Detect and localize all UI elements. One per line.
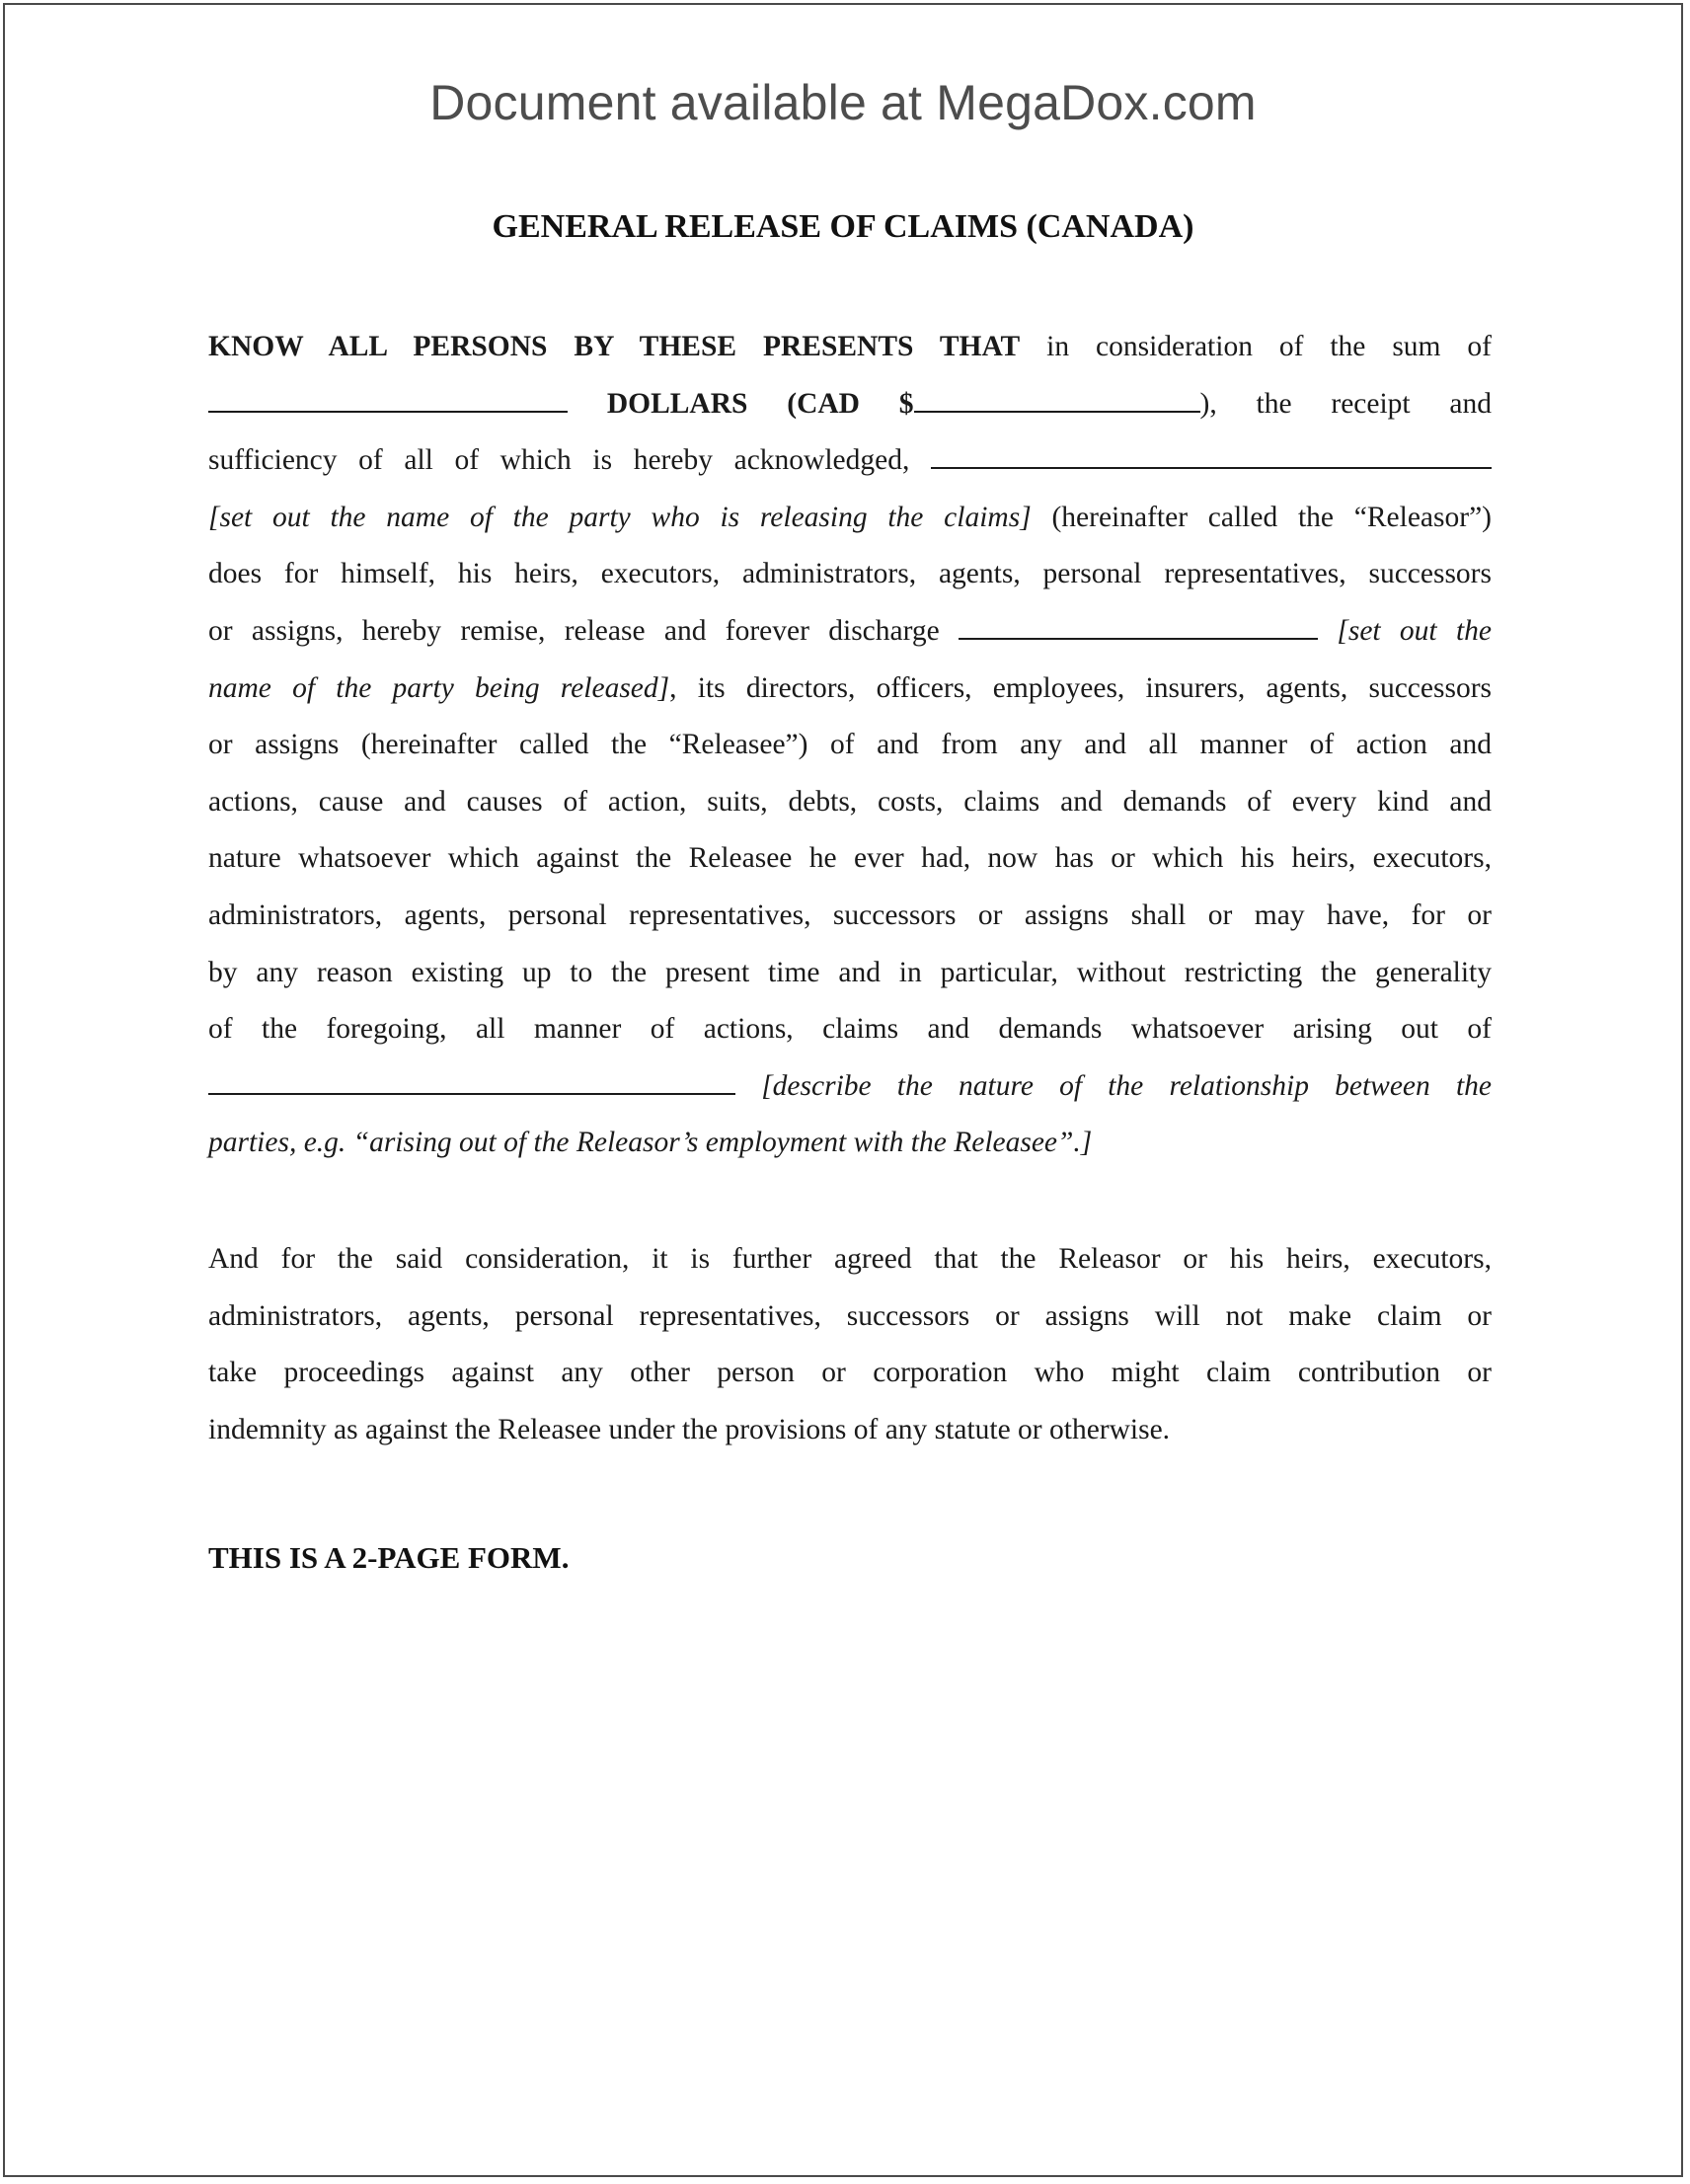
- line-text: sufficiency of all of which is hereby acknowledged,: [208, 444, 910, 477]
- instruction-text: [describe the nature of the relationship between the: [761, 1069, 1492, 1102]
- paragraph-line: [208, 490, 1492, 547]
- watermark-text: Document available at MegaDox.com: [429, 75, 1257, 130]
- instruction-text: [set out the: [1337, 614, 1492, 647]
- instruction-text: name of the party being released]: [208, 671, 670, 704]
- line-text: or assigns, hereby remise, release and forever discharge: [208, 614, 940, 647]
- indemnity-paragraph: [208, 1231, 1492, 1458]
- page-count-note: THIS IS A 2-PAGE FORM.: [208, 1540, 570, 1575]
- paragraph-line: [208, 319, 1492, 376]
- paragraph-line: [208, 1115, 1492, 1172]
- relationship-blank[interactable]: [208, 1071, 735, 1095]
- paragraph-line: [208, 603, 1492, 661]
- line-text: (hereinafter called the “Releasor”): [1051, 501, 1492, 533]
- paragraph-line: nature whatsoever which against the Releasee he ever had, now has or which his heirs, executors,: [208, 842, 1492, 875]
- paragraph-line: [208, 376, 1492, 433]
- cad-label: (CAD $: [787, 387, 914, 420]
- paragraph-line: of the foregoing, all manner of actions, claims and demands whatsoever arising out of: [208, 1013, 1492, 1046]
- releasor-name-blank[interactable]: [931, 445, 1492, 469]
- paragraph-line: by any reason existing up to the present time and in particular, without restricting the generality: [208, 956, 1492, 988]
- paragraph-line: take proceedings against any other person or corporation who might claim contribution or: [208, 1357, 1492, 1389]
- paragraph-line: administrators, agents, personal representatives, successors or assigns shall or may have, for or: [208, 898, 1492, 931]
- paragraph-line: administrators, agents, personal representatives, successors or assigns will not make claim or: [208, 1299, 1492, 1332]
- release-paragraph: [208, 319, 1492, 1172]
- paragraph-line: actions, cause and causes of action, suits, debts, costs, claims and demands of every kind and: [208, 785, 1492, 818]
- paragraph-line: [208, 661, 1492, 718]
- paragraph-line: does for himself, his heirs, executors, administrators, agents, personal representatives, successors: [208, 558, 1492, 590]
- line-text: ), the receipt and: [1199, 387, 1493, 420]
- paragraph-line: or assigns (hereinafter called the “Releasee”) of and from any and all manner of action and: [208, 729, 1492, 761]
- paragraph-line: [208, 432, 1492, 490]
- paragraph-line: [208, 1058, 1492, 1116]
- amount-number-blank[interactable]: [914, 389, 1200, 413]
- paragraph-line: And for the said consideration, it is further agreed that the Releasor or his heirs, executors,: [208, 1243, 1492, 1275]
- instruction-text: [set out the name of the party who is releasing the claims]: [208, 501, 1032, 533]
- opening-phrase: KNOW ALL PERSONS BY THESE PRESENTS THAT: [208, 331, 1021, 362]
- paragraph-line: indemnity as against the Releasee under the provisions of any statute or otherwise.: [208, 1413, 1171, 1445]
- document-title: GENERAL RELEASE OF CLAIMS (CANADA): [492, 208, 1194, 245]
- amount-words-blank[interactable]: [208, 389, 568, 413]
- instruction-text: parties, e.g. “arising out of the Releasor’s employment with the Releasee”.]: [208, 1127, 1093, 1159]
- dollars-label: DOLLARS: [606, 387, 748, 420]
- releasee-name-blank[interactable]: [959, 616, 1318, 640]
- line-text: in consideration of the sum of: [1046, 331, 1492, 362]
- line-text: , its directors, officers, employees, insurers, agents, successors: [669, 671, 1492, 704]
- document-page: [3, 3, 1683, 2177]
